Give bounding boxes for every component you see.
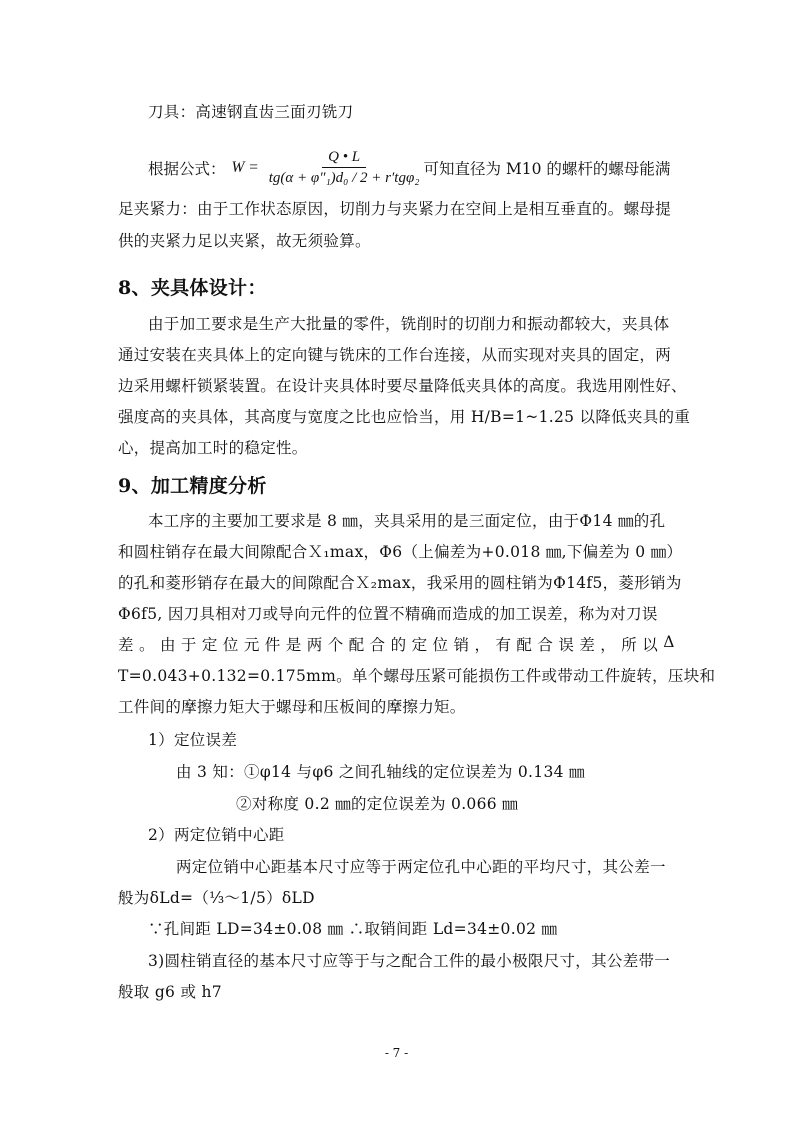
text-line: ∵孔间距 LD=34±0.08 ㎜ ∴取销间距 Ld=34±0.02 ㎜ xyxy=(148,920,558,938)
text-line: 由于加工要求是生产大批量的零件，铣削时的切削力和振动都较大，夹具体 xyxy=(148,315,670,333)
subheading-2: 2）两定位销中心距 xyxy=(148,826,285,844)
text-line: 由 3 知：①φ14 与φ6 之间孔轴线的定位误差为 0.134 ㎜ xyxy=(176,763,585,781)
text-line: 边采用螺杆锁紧装置。在设计夹具体时要尽量降低夹具体的高度。我选用刚性好、 xyxy=(118,377,687,395)
text-line: ②对称度 0.2 ㎜的定位误差为 0.066 ㎜ xyxy=(236,795,518,813)
text-line: 本工序的主要加工要求是 8 ㎜，夹具采用的是三面定位，由于Φ14 ㎜的孔 xyxy=(148,512,666,530)
text-line: 心，提高加工时的稳定性。 xyxy=(118,439,308,457)
formula-numerator: Q • L xyxy=(322,149,366,168)
section-heading-9: 9、加工精度分析 xyxy=(118,475,267,497)
formula-lhs: W = xyxy=(231,159,259,176)
formula-denominator: tg(α + φ″₁)d₀ / 2 + r′tgφ₂ xyxy=(268,170,420,186)
text-line: 和圆柱销存在最大间隙配合Ｘ₁max，Φ6（上偏差为+0.018 ㎜,下偏差为 0 ㎜） xyxy=(118,543,683,561)
text-line: 两定位销中心距基本尺寸应等于两定位孔中心距的平均尺寸，其公差一 xyxy=(176,858,666,876)
tool-line: 刀具：高速钢直齿三面刃铣刀 xyxy=(148,103,354,121)
text-line: 通过安装在夹具体上的定向键与铣床的工作台连接，从而实现对夹具的固定，两 xyxy=(118,346,672,364)
text-line: 差 。 由 于 定 位 元 件 是 两 个 配 合 的 定 位 销 ， 有 配 合 误 差 ， 所 以 Δ xyxy=(118,633,675,654)
page-number: - 7 - xyxy=(384,1046,409,1060)
text-line: 3)圆柱销直径的基本尺寸应等于与之配合工件的最小极限尺寸，其公差带一 xyxy=(148,952,671,970)
text-line: Φ6f5, 因刀具相对刀或导向元件的位置不精确而造成的加工误差，称为对刀误 xyxy=(118,605,658,623)
formula-suffix: 可知直径为 M10 的螺杆的螺母能满 xyxy=(423,160,671,178)
text-line: 的孔和菱形销存在最大的间隙配合Ｘ₂max，我采用的圆柱销为Φ14f5，菱形销为 xyxy=(118,574,682,592)
text-line: T=0.043+0.132=0.175mm。单个螺母压紧可能损伤工件或带动工件旋转，压块和 xyxy=(118,667,716,685)
text-line: 强度高的夹具体，其高度与宽度之比也应恰当，用 H/B=1~1.25 以降低夹具的重 xyxy=(118,408,691,426)
text-line: 般为δLd=（⅓～1/5）δLD xyxy=(118,889,315,907)
formula-fraction xyxy=(269,149,420,187)
text-line: 般取 g6 或 h7 xyxy=(118,983,222,1001)
formula-prefix: 根据公式： xyxy=(148,160,226,178)
text-line: 足夹紧力：由于工作状态原因，切削力与夹紧力在空间上是相互垂直的。螺母提 xyxy=(118,200,672,218)
text-line: 供的夹紧力足以夹紧，故无须验算。 xyxy=(118,232,371,250)
text-line: 工件间的摩擦力矩大于螺母和压板间的摩擦力矩。 xyxy=(118,698,466,716)
section-heading-8: 8、夹具体设计： xyxy=(118,277,267,299)
formula-line xyxy=(148,148,670,188)
subheading-1: 1）定位误差 xyxy=(148,731,238,749)
